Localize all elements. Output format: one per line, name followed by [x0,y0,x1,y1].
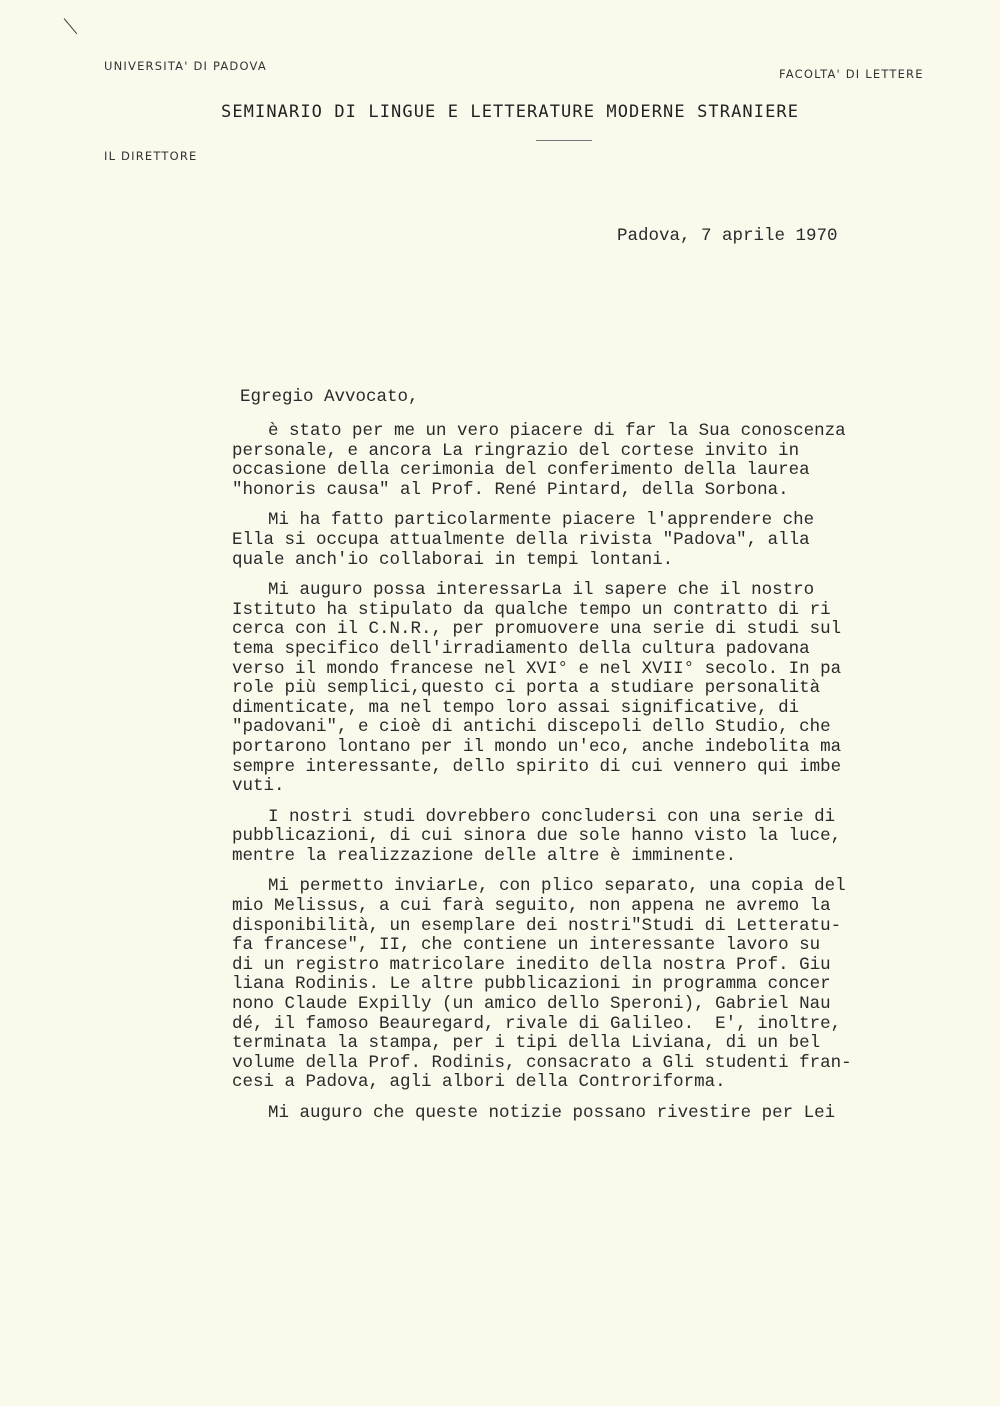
text-line: I nostri studi dovrebbero concludersi con una serie di [268,806,836,827]
text-line: role più semplici,questo ci porta a studiare personalità [232,678,821,699]
text-line: Mi ha fatto particolarmente piacere l'apprendere che [268,510,815,531]
text-line: di un registro matricolare inedito della nostra Prof. Giu [232,954,831,975]
letter-paragraph [232,877,952,1093]
letter-date: Padova, 7 aprile 1970 [617,226,838,246]
text-line: mentre la realizzazione delle altre è imminente. [232,845,737,866]
text-line: "padovani", e cioè di antichi discepoli dello Studio, che [232,717,831,738]
text-line: "honoris causa" al Prof. René Pintard, della Sorbona. [232,479,789,500]
text-line: terminata la stampa, per i tipi della Liviana, di un bel [232,1033,821,1054]
faculty-name: FACOLTA' DI LETTERE [779,67,924,81]
text-line: dé, il famoso Beauregard, rivale di Galileo. E', inoltre, [232,1013,842,1034]
text-line: fa francese", II, che contiene un interessante lavoro su [232,935,821,956]
text-line: Mi auguro che queste notizie possano rivestire per Lei [268,1103,836,1123]
text-line: sempre interessante, dello spirito di cui vennero qui imbe [232,756,842,777]
text-line: portarono lontano per il mondo un'eco, anche indebolita ma [232,736,842,757]
text-line: dimenticate, ma nel tempo loro assai significative, di [232,697,800,718]
text-line: personale, e ancora La ringrazio del cortese invito in [232,440,800,461]
text-line: tema specifico dell'irradiamento della cultura padovana [232,638,810,659]
text-line: quale anch'io collaborai in tempi lontani. [232,549,674,570]
text-line: occasione della cerimonia del conferimento della laurea [232,460,810,481]
text-line: liana Rodinis. Le altre pubblicazioni in programma concer [232,974,831,995]
text-line: cesi a Padova, agli albori della Controriforma. [232,1072,726,1093]
letter-paragraph [232,1104,952,1124]
pen-mark [64,18,78,34]
seminar-title: SEMINARIO DI LINGUE E LETTERATURE MODERNE STRANIERE [221,102,800,122]
text-line: disponibilità, un esemplare dei nostri"Studi di Letteratu- [232,915,842,936]
text-line: Ella si occupa attualmente della rivista "Padova", alla [232,529,810,550]
letter-paragraph [232,422,952,500]
university-name: UNIVERSITA' DI PADOVA [104,59,267,73]
letter-body [232,422,952,1135]
director-label: IL DIRETTORE [104,149,198,163]
text-line: nono Claude Expilly (un amico dello Speroni), Gabriel Nau [232,994,831,1015]
text-line: Mi permetto inviarLe, con plico separato, una copia del [268,876,846,897]
text-line: vuti. [232,776,285,797]
text-line: è stato per me un vero piacere di far la Sua conoscenza [268,421,846,441]
text-line: cerca con il C.N.R., per promuovere una serie di studi sul [232,619,842,640]
text-line: verso il mondo francese nel XVI° e nel XVII° secolo. In pa [232,658,842,679]
letter-paragraph [232,581,952,797]
text-line: Istituto ha stipulato da qualche tempo un contratto di ri [232,599,831,620]
text-line: Mi auguro possa interessarLa il sapere che il nostro [268,580,815,601]
salutation: Egregio Avvocato, [240,387,419,407]
text-line: mio Melissus, a cui farà seguito, non appena ne avremo la [232,896,831,917]
letter-paragraph [232,511,952,570]
letter-paragraph [232,808,952,867]
text-line: volume della Prof. Rodinis, consacrato a Gli studenti fran- [232,1052,852,1073]
text-line: pubblicazioni, di cui sinora due sole hanno visto la luce, [232,826,842,847]
title-divider [536,140,592,141]
